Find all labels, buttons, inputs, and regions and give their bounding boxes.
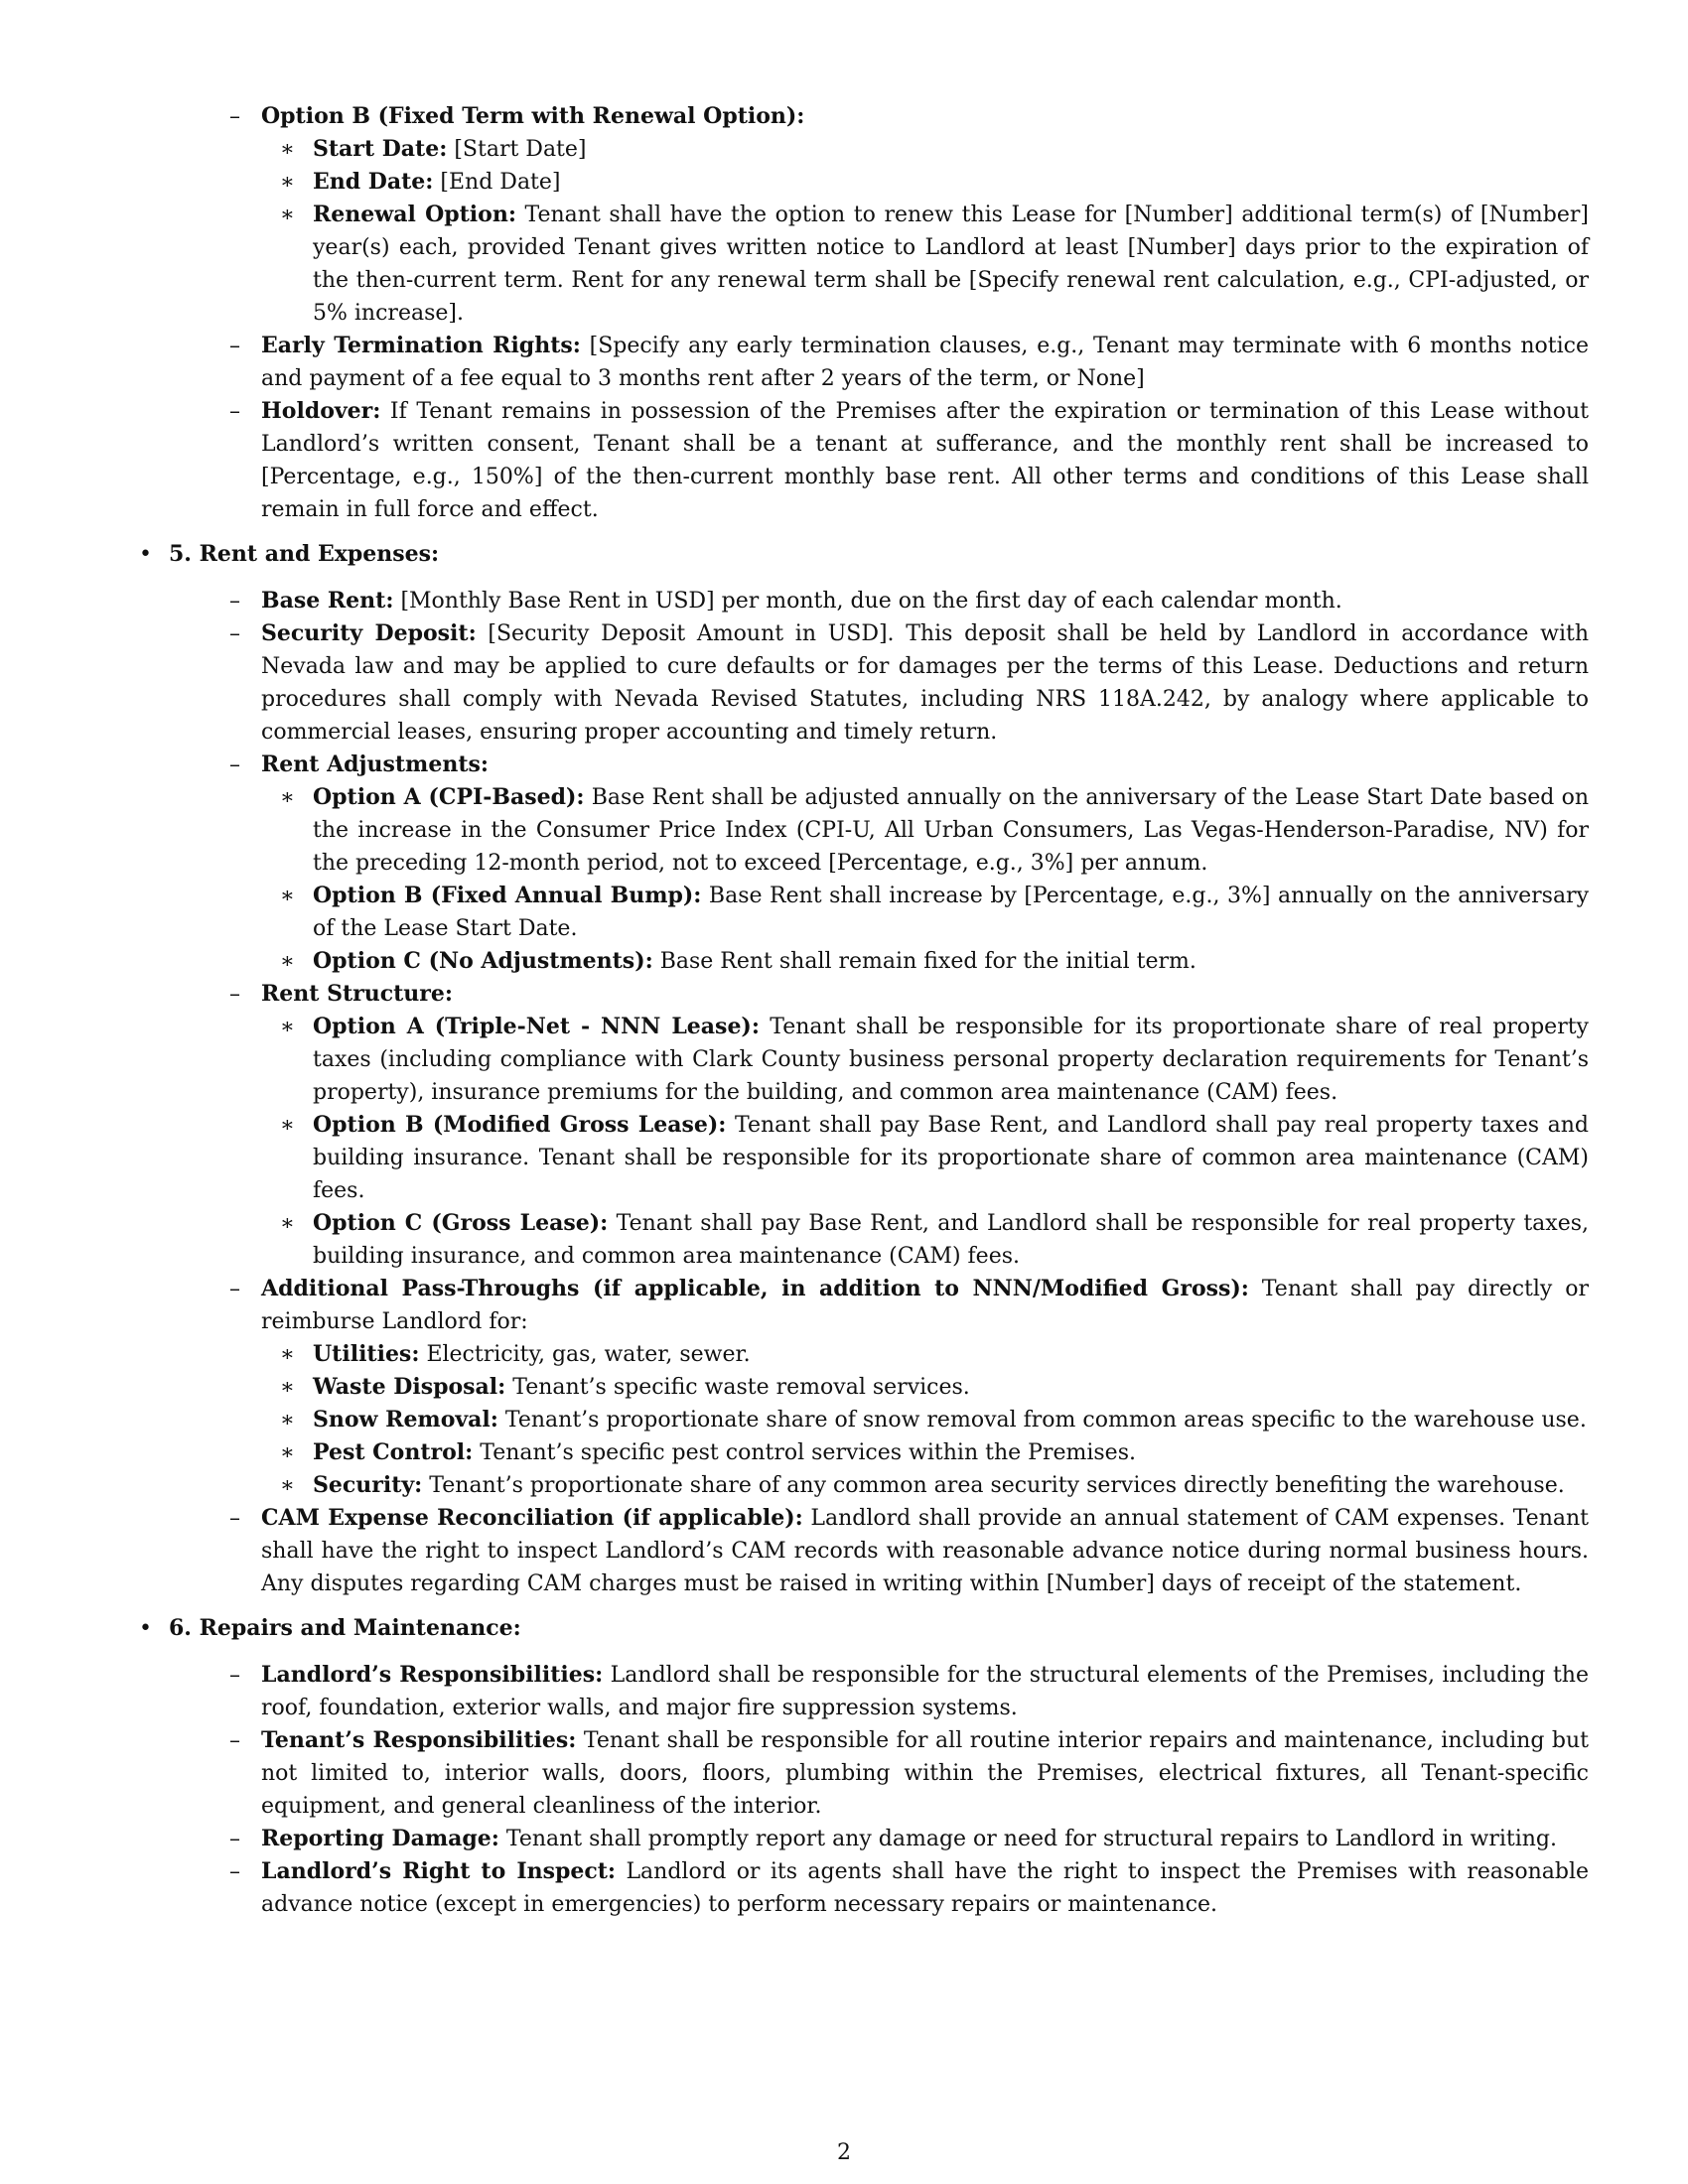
- item-heading: Pest Control:: [313, 1439, 474, 1465]
- item-text: Tenant’s proportionate share of snow removal from common areas specific to the warehouse use.: [497, 1408, 1587, 1433]
- item-heading: Waste Disposal:: [313, 1374, 506, 1400]
- dash-bullet: –: [229, 1506, 240, 1531]
- dash-bullet: –: [229, 1859, 240, 1884]
- item-text: [End Date]: [433, 170, 561, 195]
- bullet-dot: •: [139, 1616, 152, 1641]
- list-item-right-to-inspect: [169, 1855, 1589, 1921]
- item-text: Tenant shall promptly report any damage or need for structural repairs to Landlord in writing.: [498, 1827, 1558, 1851]
- item-text: [Security Deposit Amount in USD]. This deposit shall be held by Landlord in accordance with Nevada law and may be applied to cure defaults or for damages per the terms of this Lease. Deductions and return procedures shall comply with Nevada Revised Statutes, including NRS 118A.242, by analogy where applicable to commercial leases, ensuring proper accounting and timely return.: [261, 621, 1589, 745]
- item-heading: Option B (Modified Gross Lease):: [313, 1112, 727, 1138]
- asterisk-bullet: ∗: [280, 785, 295, 810]
- item-heading: Option C (No Adjustments):: [313, 948, 653, 974]
- list-item-tenant-responsibilities: [169, 1724, 1589, 1823]
- item-text: Tenant shall have the option to renew this Lease for [Number] additional term(s) of [Number] year(s) each, provided Tenant gives written notice to Landlord at least [Number] days prior to the expiration of the then-current term. Rent for any renewal term shall be [Specify renewal rent calculation, e.g., CPI-adjusted, or 5% increase].: [313, 203, 1589, 326]
- list-item-security: [169, 1469, 1589, 1502]
- item-text: Tenant shall pay Base Rent, and Landlord shall pay real property taxes and building insurance. Tenant shall be responsible for its proportionate share of common area maintenance (CAM) fees.: [313, 1113, 1589, 1203]
- asterisk-bullet: ∗: [280, 203, 295, 227]
- list-item-waste-disposal: [169, 1371, 1589, 1404]
- item-heading: Reporting Damage:: [261, 1826, 499, 1851]
- asterisk-bullet: ∗: [280, 949, 295, 974]
- item-heading: Landlord’s Right to Inspect:: [261, 1858, 617, 1884]
- page-number: 2: [837, 2140, 851, 2165]
- item-heading: Security:: [313, 1472, 423, 1498]
- item-heading: Option B (Fixed Term with Renewal Option):: [261, 103, 805, 129]
- item-text: [Start Date]: [447, 137, 587, 162]
- item-text: [Monthly Base Rent in USD] per month, due on the first day of each calendar month.: [393, 589, 1342, 614]
- item-text: Base Rent shall be adjusted annually on the anniversary of the Lease Start Date based on the increase in the Consumer Price Index (CPI-U, All Urban Consumers, Las Vegas-Henderson-Paradise, NV) for the preceding 12-month period, not to exceed [Percentage, e.g., 3%] per annum.: [313, 785, 1590, 876]
- list-item-snow-removal: [169, 1404, 1589, 1436]
- section-6-repairs-and-maintenance: [137, 1612, 1589, 1921]
- item-text: Tenant’s specific waste removal services.: [505, 1375, 970, 1400]
- asterisk-bullet: ∗: [280, 170, 295, 195]
- item-text: Base Rent shall increase by [Percentage, e.g., 3%] annually on the anniversary of the Lease Start Date.: [313, 884, 1590, 941]
- item-heading: Tenant’s Responsibilities:: [261, 1727, 577, 1753]
- list-item-holdover: [169, 395, 1589, 526]
- item-heading: Landlord’s Responsibilities:: [261, 1662, 604, 1688]
- section-4-continued: [137, 100, 1589, 526]
- dash-bullet: –: [229, 982, 240, 1007]
- item-heading: Additional Pass-Throughs (if applicable, in addition to NNN/Modified Gross):: [261, 1276, 1249, 1301]
- section-title: 6. Repairs and Maintenance:: [169, 1615, 521, 1641]
- section-body: [169, 100, 1589, 526]
- section-title: 5. Rent and Expenses:: [169, 541, 440, 567]
- lease-content: [137, 100, 1589, 1921]
- list-item-renewal-option: [169, 199, 1589, 330]
- list-item-option-a-cpi: [169, 781, 1589, 880]
- list-item-pest-control: [169, 1436, 1589, 1469]
- list-item-early-termination: [169, 330, 1589, 395]
- list-item-pass-throughs: [169, 1273, 1589, 1338]
- item-text: [Specify any early termination clauses, e.g., Tenant may terminate with 6 months notice and payment of a fee equal to 3 months rent after 2 years of the term, or None]: [261, 334, 1589, 391]
- section-heading: [139, 538, 1589, 571]
- list-item-utilities: [169, 1338, 1589, 1371]
- list-item-option-c-no-adjustments: [169, 945, 1589, 978]
- item-heading: Snow Removal:: [313, 1407, 498, 1433]
- item-text: Tenant’s proportionate share of any common area security services directly benefiting the warehouse.: [422, 1473, 1565, 1498]
- list-item-end-date: [169, 166, 1589, 199]
- dash-bullet: –: [229, 334, 240, 358]
- item-text: Electricity, gas, water, sewer.: [419, 1342, 751, 1367]
- item-heading: Option A (CPI-Based):: [313, 784, 585, 810]
- list-item-security-deposit: [169, 617, 1589, 749]
- dash-bullet: –: [229, 589, 240, 614]
- asterisk-bullet: ∗: [280, 1440, 295, 1465]
- item-heading: Option B (Fixed Annual Bump):: [313, 883, 702, 908]
- item-text: Tenant shall be responsible for its proportionate share of real property taxes (including compliance with Clark County business personal property declaration requirements for Tenant’s property), insurance premiums for the building, and common area maintenance (CAM) fees.: [313, 1015, 1589, 1105]
- asterisk-bullet: ∗: [280, 1015, 295, 1039]
- list-item-option-c-gross: [169, 1207, 1589, 1273]
- dash-bullet: –: [229, 1663, 240, 1688]
- section-body: [169, 585, 1589, 1600]
- dash-bullet: –: [229, 1277, 240, 1301]
- item-heading: Utilities:: [313, 1341, 420, 1367]
- item-text: Landlord or its agents shall have the right to inspect the Premises with reasonable advance notice (except in emergencies) to perform necessary repairs or maintenance.: [261, 1859, 1589, 1917]
- item-heading: End Date:: [313, 169, 434, 195]
- item-heading: Rent Adjustments:: [261, 751, 489, 777]
- item-text: Tenant shall pay Base Rent, and Landlord shall be responsible for real property taxes, building insurance, and common area maintenance (CAM) fees.: [313, 1211, 1590, 1269]
- section-body: [169, 1659, 1589, 1921]
- item-heading: Security Deposit:: [261, 620, 477, 646]
- section-5-rent-and-expenses: [137, 538, 1589, 1600]
- item-heading: Base Rent:: [261, 588, 394, 614]
- asterisk-bullet: ∗: [280, 884, 295, 908]
- item-heading: CAM Expense Reconciliation (if applicable):: [261, 1505, 803, 1531]
- item-text: Tenant’s specific pest control services within the Premises.: [473, 1440, 1136, 1465]
- item-heading: Option A (Triple-Net - NNN Lease):: [313, 1014, 760, 1039]
- asterisk-bullet: ∗: [280, 1408, 295, 1433]
- item-heading: Rent Structure:: [261, 981, 453, 1007]
- item-heading: Renewal Option:: [313, 202, 516, 227]
- list-item-option-a-nnn: [169, 1011, 1589, 1109]
- item-text: Tenant shall pay directly or reimburse Landlord for:: [261, 1277, 1589, 1334]
- asterisk-bullet: ∗: [280, 1211, 295, 1236]
- dash-bullet: –: [229, 752, 240, 777]
- item-heading: Option C (Gross Lease):: [313, 1210, 609, 1236]
- item-heading: Start Date:: [313, 136, 448, 162]
- list-item-start-date: [169, 133, 1589, 166]
- list-item-option-b-fixed-term: [169, 100, 1589, 133]
- list-item-rent-adjustments: [169, 749, 1589, 781]
- list-item-rent-structure: [169, 978, 1589, 1011]
- item-text: Base Rent shall remain fixed for the initial term.: [652, 949, 1196, 974]
- section-heading: [139, 1612, 1589, 1645]
- dash-bullet: –: [229, 1827, 240, 1851]
- list-item-option-b-fixed-bump: [169, 880, 1589, 945]
- item-text: Landlord shall provide an annual statement of CAM expenses. Tenant shall have the right to inspect Landlord’s CAM records with reasonable advance notice during normal business hours. Any disputes regarding CAM charges must be raised in writing within [Number] days of receipt of the statement.: [261, 1506, 1589, 1596]
- asterisk-bullet: ∗: [280, 1342, 295, 1367]
- dash-bullet: –: [229, 399, 240, 424]
- list-item-option-b-modified-gross: [169, 1109, 1589, 1207]
- asterisk-bullet: ∗: [280, 1473, 295, 1498]
- asterisk-bullet: ∗: [280, 137, 295, 162]
- list-item-reporting-damage: [169, 1823, 1589, 1855]
- list-item-base-rent: [169, 585, 1589, 617]
- dash-bullet: –: [229, 1728, 240, 1753]
- dash-bullet: –: [229, 104, 240, 129]
- item-text: Tenant shall be responsible for all routine interior repairs and maintenance, including but not limited to, interior walls, doors, floors, plumbing within the Premises, electrical fixtures, all Tenant-specific equipment, and general cleanliness of the interior.: [261, 1728, 1589, 1819]
- bullet-dot: •: [139, 542, 152, 567]
- list-item-cam-reconciliation: [169, 1502, 1589, 1600]
- asterisk-bullet: ∗: [280, 1113, 295, 1138]
- item-text: Landlord shall be responsible for the structural elements of the Premises, including the roof, foundation, exterior walls, and major fire suppression systems.: [261, 1663, 1589, 1720]
- asterisk-bullet: ∗: [280, 1375, 295, 1400]
- item-text: If Tenant remains in possession of the Premises after the expiration or termination of this Lease without Landlord’s written consent, Tenant shall be a tenant at sufferance, and the monthly rent shall be increased to [Percentage, e.g., 150%] of the then-current monthly base rent. All other terms and conditions of this Lease shall remain in full force and effect.: [261, 399, 1589, 522]
- dash-bullet: –: [229, 621, 240, 646]
- item-heading: Early Termination Rights:: [261, 333, 581, 358]
- item-heading: Holdover:: [261, 398, 381, 424]
- list-item-landlord-responsibilities: [169, 1659, 1589, 1724]
